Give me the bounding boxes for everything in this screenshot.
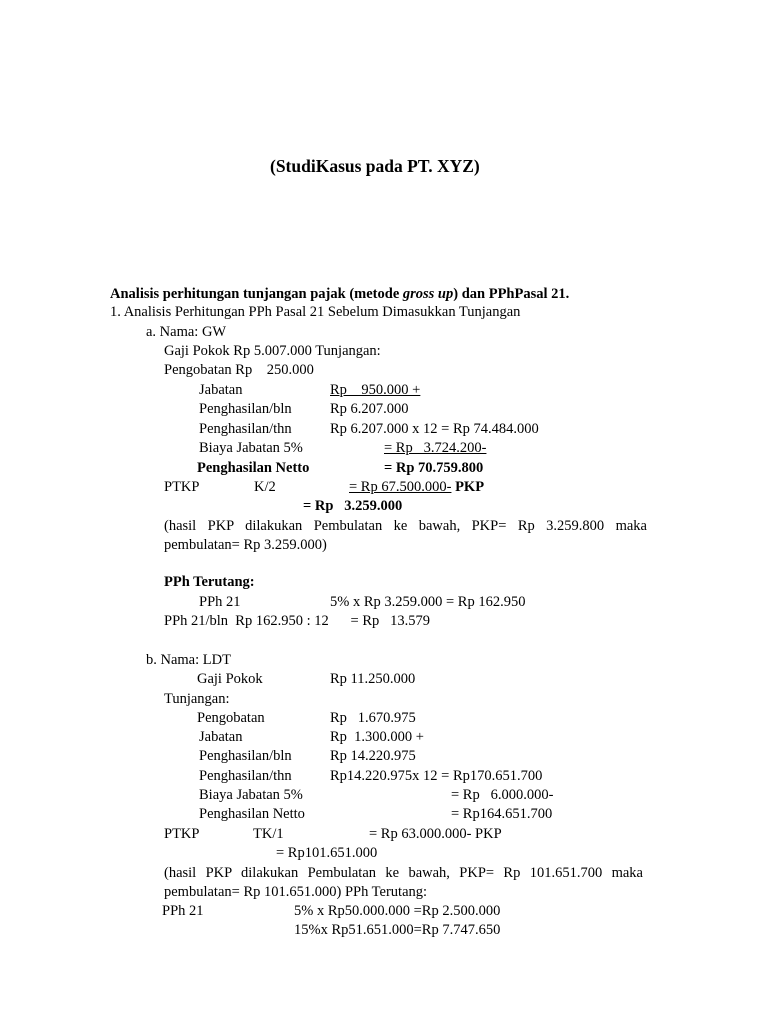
case-b-ptkp-status: TK/1 bbox=[253, 826, 284, 842]
case-b-pph21-value-2: 15%x Rp51.651.000=Rp 7.747.650 bbox=[294, 922, 501, 938]
section-1-title: 1. Analisis Perhitungan PPh Pasal 21 Sebelum Dimasukkan Tunjangan bbox=[110, 304, 521, 320]
case-b-jabatan-label: Jabatan bbox=[199, 729, 243, 745]
case-b-biaya-value: = Rp 6.000.000- bbox=[451, 787, 554, 803]
case-a-bln-value: Rp 6.207.000 bbox=[330, 401, 409, 417]
case-a-ptkp-pkp: PKP bbox=[455, 479, 485, 495]
case-b-biaya-label: Biaya Jabatan 5% bbox=[199, 787, 303, 803]
case-b-bln-value: Rp 14.220.975 bbox=[330, 748, 416, 764]
heading-pre: Analisis perhitungan tunjangan pajak (metode bbox=[110, 286, 403, 302]
case-a-thn-value: Rp 6.207.000 x 12 = Rp 74.484.000 bbox=[330, 421, 539, 437]
case-b-pengobatan-value: Rp 1.670.975 bbox=[330, 710, 416, 726]
case-b-thn-label: Penghasilan/thn bbox=[199, 768, 292, 784]
case-a-pph21-label: PPh 21 bbox=[199, 594, 241, 610]
case-a-thn-label: Penghasilan/thn bbox=[199, 421, 292, 437]
section-heading bbox=[110, 285, 569, 303]
heading-post: ) dan PPhPasal 21. bbox=[453, 286, 570, 302]
case-b-pph21-label: PPh 21 bbox=[162, 903, 204, 919]
case-b-note-line-2: pembulatan= Rp 101.651.000) PPh Terutang: bbox=[164, 884, 428, 900]
case-a-pkp-result: = Rp 3.259.000 bbox=[303, 498, 403, 514]
case-b-bln-label: Penghasilan/bln bbox=[199, 748, 292, 764]
case-a-bln-label: Penghasilan/bln bbox=[199, 401, 292, 417]
case-a-ptkp-line bbox=[349, 478, 484, 496]
case-a-biaya-label: Biaya Jabatan 5% bbox=[199, 440, 303, 456]
case-a-ptkp-status: K/2 bbox=[254, 479, 276, 495]
case-b-note-line-1: (hasil PKP dilakukan Pembulatan ke bawah, PKP= Rp 101.651.700 maka bbox=[164, 865, 643, 881]
heading-emphasis: gross up bbox=[402, 286, 454, 302]
case-a-note-line-1: (hasil PKP dilakukan Pembulatan ke bawah, PKP= Rp 3.259.800 maka bbox=[164, 518, 647, 534]
case-b-netto-label: Penghasilan Netto bbox=[199, 806, 305, 822]
case-a-pengobatan: Pengobatan Rp 250.000 bbox=[164, 362, 314, 378]
case-b-pkp-result: = Rp101.651.000 bbox=[276, 845, 378, 861]
case-b-ptkp-value: = Rp 63.000.000- PKP bbox=[369, 826, 502, 842]
case-a-ptkp-value: = Rp 67.500.000- bbox=[349, 479, 452, 495]
case-a-gaji-line: Gaji Pokok Rp 5.007.000 Tunjangan: bbox=[164, 343, 381, 359]
case-b-gaji-label: Gaji Pokok bbox=[197, 671, 263, 687]
case-a-ptkp-label: PTKP bbox=[164, 479, 200, 495]
case-a-netto-value: = Rp 70.759.800 bbox=[384, 460, 484, 476]
case-a-pph21-value: 5% x Rp 3.259.000 = Rp 162.950 bbox=[330, 594, 526, 610]
case-a-name: a. Nama: GW bbox=[146, 324, 227, 340]
case-b-thn-value: Rp14.220.975x 12 = Rp170.651.700 bbox=[330, 768, 543, 784]
case-b-gaji-value: Rp 11.250.000 bbox=[330, 671, 416, 687]
case-a-note-line-2: pembulatan= Rp 3.259.000) bbox=[164, 537, 327, 553]
case-b-ptkp-label: PTKP bbox=[164, 826, 200, 842]
case-b-netto-value: = Rp164.651.700 bbox=[451, 806, 553, 822]
case-a-jabatan-label: Jabatan bbox=[199, 382, 243, 398]
case-a-biaya-value: = Rp 3.724.200- bbox=[384, 440, 487, 456]
page-title: (StudiKasus pada PT. XYZ) bbox=[270, 156, 480, 176]
case-b-tunjangan: Tunjangan: bbox=[164, 691, 230, 707]
case-b-pph21-value-1: 5% x Rp50.000.000 =Rp 2.500.000 bbox=[294, 903, 501, 919]
case-a-netto-label: Penghasilan Netto bbox=[197, 460, 310, 476]
case-a-jabatan-value: Rp 950.000 + bbox=[330, 382, 421, 398]
case-b-name: b. Nama: LDT bbox=[146, 652, 231, 668]
case-a-pph-bln: PPh 21/bln Rp 162.950 : 12 = Rp 13.579 bbox=[164, 613, 430, 629]
case-b-pengobatan-label: Pengobatan bbox=[197, 710, 265, 726]
case-b-jabatan-value: Rp 1.300.000 + bbox=[330, 729, 424, 745]
case-a-pph-heading: PPh Terutang: bbox=[164, 574, 255, 590]
